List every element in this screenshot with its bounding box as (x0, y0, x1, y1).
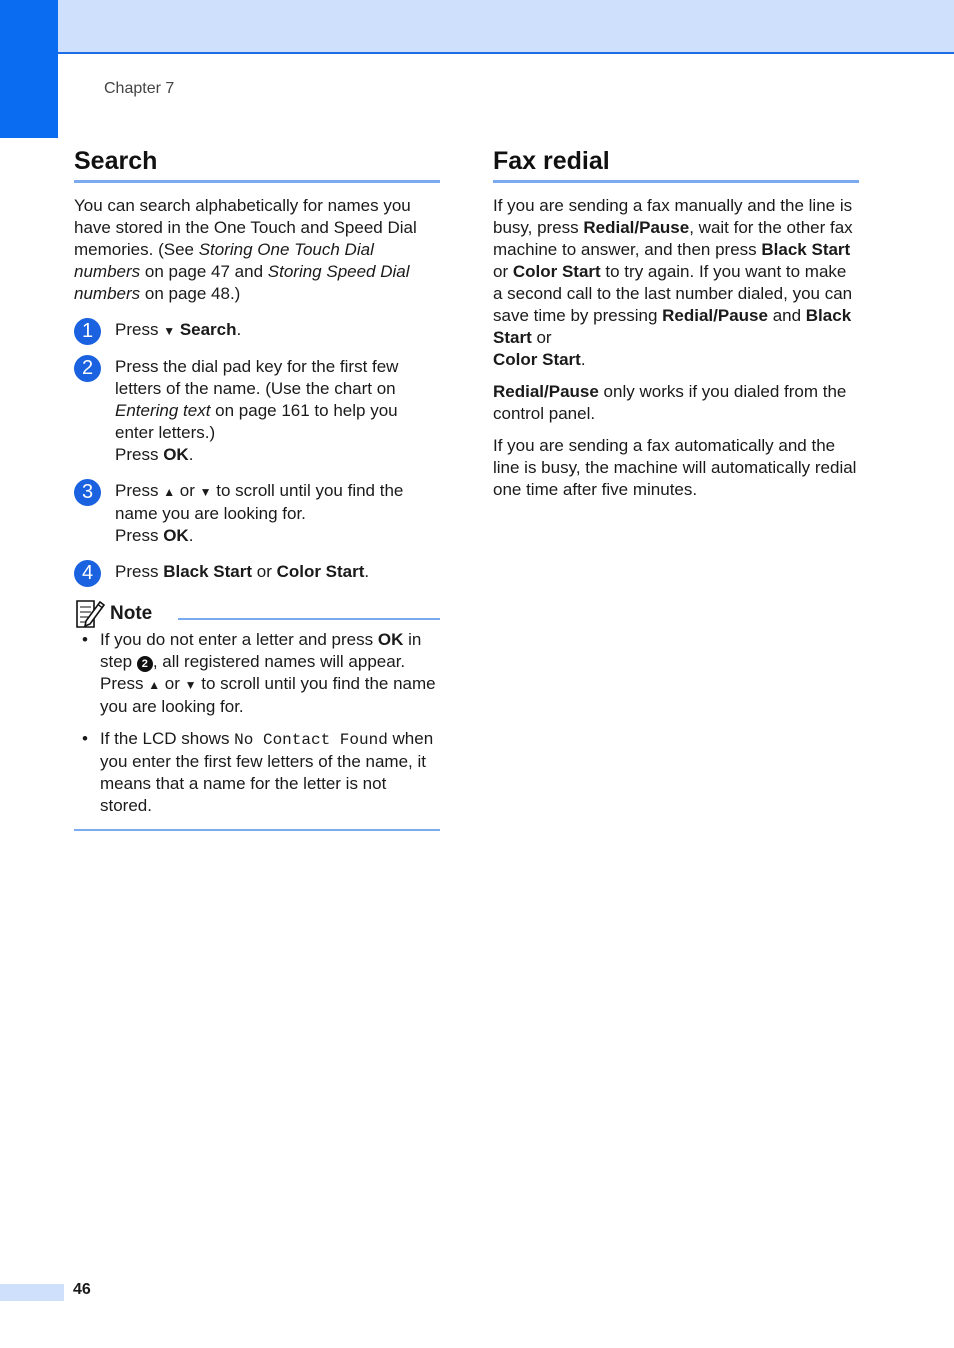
step-number: 3 (74, 479, 101, 506)
title-rule (74, 180, 440, 183)
note-rule (178, 618, 440, 620)
step-number: 1 (74, 318, 101, 345)
note-end-rule (74, 829, 440, 831)
step-1: 1 Press ▼ Search. (74, 319, 440, 342)
xref-entering-text: Entering text (115, 401, 211, 420)
step-number: 4 (74, 560, 101, 587)
step-number: 2 (74, 355, 101, 382)
step-4: 4 Press Black Start or Color Start. (74, 561, 440, 583)
search-section (74, 144, 440, 831)
list-item: • If the LCD shows No Contact Found when you enter the first few letters of the name, it means that a name for the letter is not stored. (82, 729, 434, 815)
step-ref-badge: 2 (137, 656, 153, 672)
lcd-message: No Contact Found (234, 731, 388, 749)
down-arrow-icon: ▼ (163, 324, 176, 338)
up-arrow-icon: ▲ (148, 678, 161, 692)
fax-redial-p1: If you are sending a fax manually and the line is busy, press Redial/Pause, wait for the other fax machine to answer, and then press Black Start or Color Start to try again. If you want to make a second call to the last number dialed, you can save time by pressing Redial/Pause and Black Start or Color Start. (493, 196, 853, 369)
header-band (0, 0, 954, 54)
xref-one-touch: Storing One Touch Dial numbers (74, 240, 374, 281)
down-arrow-icon: ▼ (184, 678, 197, 692)
section-title-search: Search (74, 147, 158, 175)
list-item: • If you do not enter a letter and press OK in step 2 , all registered names will appear. Press ▲ or ▼ to scroll until you find the name you are looking for. (82, 630, 436, 716)
page-number: 46 (73, 1281, 91, 1298)
fax-redial-section (493, 144, 859, 511)
note-pencil-icon (74, 597, 106, 629)
search-intro: You can search alphabetically for names you have stored in the One Touch and Speed Dial memories. (See Storing One Touch Dial numbers on page 47 and Storing Speed Dial numbers on page 48.) (74, 196, 417, 303)
note-label: Note (110, 603, 153, 624)
fax-redial-p3: If you are sending a fax automatically and the line is busy, the machine will automatically redial one time after five minutes. (493, 436, 857, 499)
note-list (74, 629, 440, 817)
chapter-label: Chapter 7 (104, 80, 175, 97)
footer-band (0, 1284, 64, 1301)
down-arrow-icon: ▼ (199, 485, 212, 499)
note-header (74, 597, 440, 629)
section-title-fax-redial: Fax redial (493, 147, 610, 175)
step-3: 3 Press ▲ or ▼ to scroll until you find the name you are looking for. Press OK. (74, 480, 440, 547)
up-arrow-icon: ▲ (163, 485, 176, 499)
fax-redial-p2: Redial/Pause only works if you dialed from the control panel. (493, 382, 847, 423)
step-2: 2 Press the dial pad key for the first few letters of the name. (Use the chart on Entering text on page 161 to help you enter letters.) Press OK. (74, 356, 440, 466)
title-rule (493, 180, 859, 183)
chapter-tab (0, 0, 58, 138)
xref-speed-dial: Storing Speed Dial numbers (74, 262, 410, 303)
